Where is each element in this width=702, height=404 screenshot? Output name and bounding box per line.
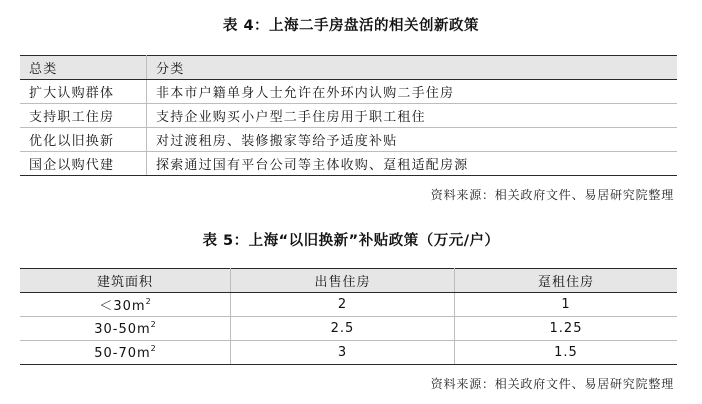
area-cell [20, 293, 231, 317]
table5-source: 资料来源：相关政府文件、易居研究院整理 [430, 377, 674, 391]
sell-subsidy-cell: 3 [231, 341, 455, 365]
area-value: 30-50m [94, 322, 151, 337]
lease-subsidy-cell: 1.5 [455, 341, 678, 365]
header-sell: 出售住房 [231, 269, 455, 293]
table-header-row [20, 56, 677, 80]
table4-source: 资料来源：相关政府文件、易居研究院整理 [430, 188, 674, 202]
header-subcategory: 分类 [147, 56, 678, 80]
table-row [20, 317, 677, 341]
table-row [20, 80, 677, 104]
policy-cell: 探索通过国有平台公司等主体收购、趸租适配房源 [147, 152, 678, 176]
policy-table [20, 55, 677, 176]
table-row [20, 128, 677, 152]
area-unit-superscript: 2 [150, 344, 156, 353]
header-category: 总类 [20, 56, 147, 80]
table-header-row [20, 269, 677, 293]
category-cell: 优化以旧换新 [20, 128, 147, 152]
lease-subsidy-cell: 1 [455, 293, 678, 317]
area-unit-superscript: 2 [150, 320, 156, 329]
sell-subsidy-cell: 2.5 [231, 317, 455, 341]
table5-title: 表 5：上海“以旧换新”补贴政策（万元/户） [202, 233, 500, 249]
table-row [20, 152, 677, 176]
policy-cell: 非本市户籍单身人士允许在外环内认购二手住房 [147, 80, 678, 104]
area-cell [20, 317, 231, 341]
table-row [20, 293, 677, 317]
area-unit-superscript: 2 [145, 297, 151, 306]
table4-title: 表 4：上海二手房盘活的相关创新政策 [222, 18, 480, 34]
header-area: 建筑面积 [20, 269, 231, 293]
sell-subsidy-cell: 2 [231, 293, 455, 317]
category-cell: 国企以购代建 [20, 152, 147, 176]
area-value: ＜30m [99, 299, 146, 314]
policy-cell: 支持企业购买小户型二手住房用于职工租住 [147, 104, 678, 128]
category-cell: 扩大认购群体 [20, 80, 147, 104]
header-lease: 趸租住房 [455, 269, 678, 293]
subsidy-table [20, 268, 677, 365]
area-cell [20, 341, 231, 365]
table-row [20, 104, 677, 128]
area-value: 50-70m [94, 346, 151, 361]
lease-subsidy-cell: 1.25 [455, 317, 678, 341]
table-row [20, 341, 677, 365]
policy-cell: 对过渡租房、装修搬家等给予适度补贴 [147, 128, 678, 152]
category-cell: 支持职工住房 [20, 104, 147, 128]
